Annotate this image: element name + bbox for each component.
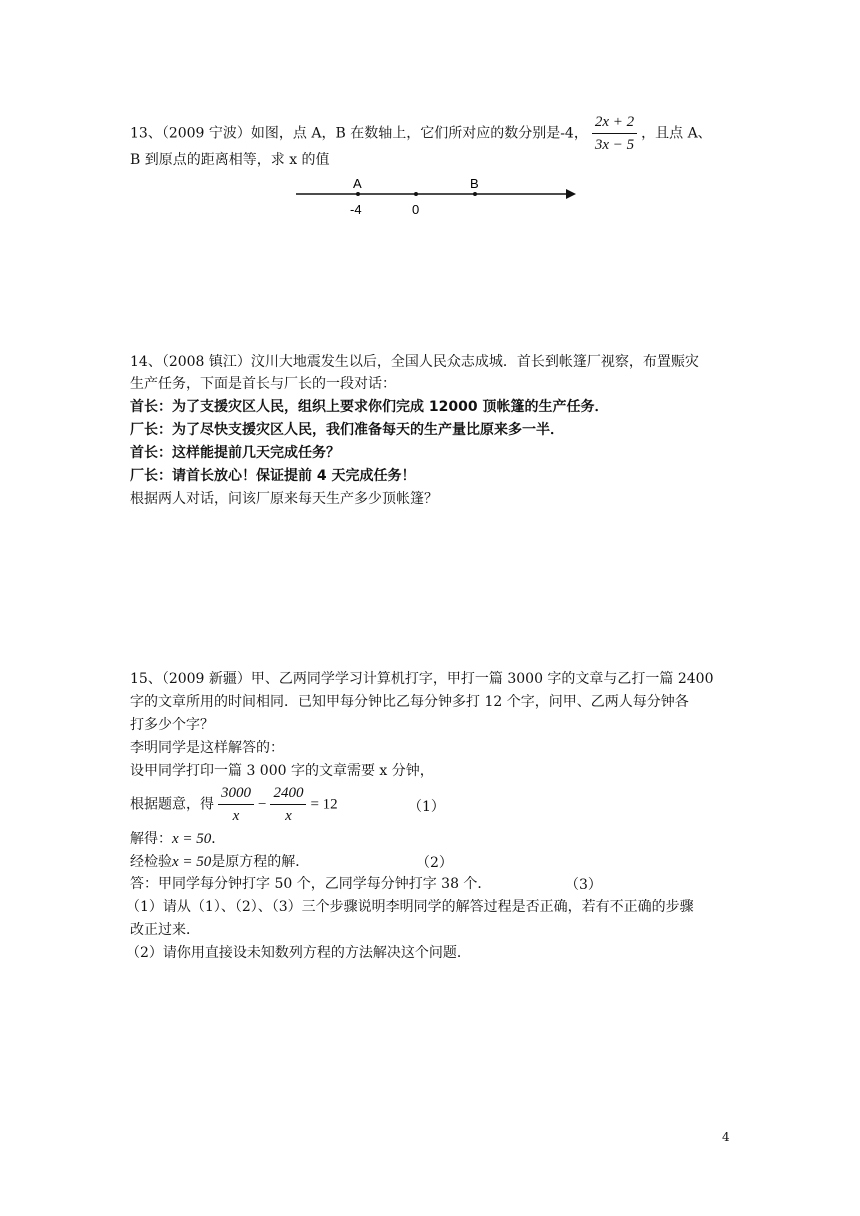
q15-check-math: x = 50 xyxy=(172,854,212,870)
q15-solve-suffix: ． xyxy=(211,831,226,847)
q14-dialogue-3: 首长：这样能提前几天完成任务？ xyxy=(130,445,340,461)
q13-line2: B 到原点的距离相等，求 x 的值 xyxy=(130,152,330,168)
q14-dialogue-1: 首长：为了支援灾区人民，组织上要求你们完成 12000 顶帐篷的生产任务． xyxy=(130,399,609,415)
q15-sub1-line2: 改正过来． xyxy=(130,922,200,938)
q14-line1: 14、（2008 镇江）汶川大地震发生以后，全国人民众志成城．首长到帐篷厂视察，布置赈灾 xyxy=(130,354,699,370)
point-a-label: A xyxy=(353,176,362,191)
q15-line5: 设甲同学打印一篇 3 000 字的文章需要 x 分钟， xyxy=(130,763,434,779)
q15-equation-rhs: = 12 xyxy=(310,796,338,813)
tick-label-zero: 0 xyxy=(412,202,420,217)
point-a-dot xyxy=(356,192,360,196)
q13-fraction-denominator: 3x − 5 xyxy=(594,137,635,153)
q15-fraction-1 xyxy=(218,782,254,827)
page-number: 4 xyxy=(722,1130,730,1144)
q15-line1: 15、（2009 新疆）甲、乙两同学学习计算机打字，甲打一篇 3000 字的文章与乙打一篇 2400 xyxy=(130,671,714,687)
q15-sub1-line1: （1）请从（1）、（2）、（3）三个步骤说明李明同学的解答过程是否正确，若有不正确的步骤 xyxy=(126,899,694,915)
q15-fraction-1-numerator: 3000 xyxy=(218,782,254,805)
q14-dialogue-4: 厂长：请首长放心！保证提前 4 天完成任务！ xyxy=(130,468,416,484)
q14-question: 根据两人对话，问该厂原来每天生产多少顶帐篷？ xyxy=(130,491,438,507)
q15-sub2: （2）请你用直接设未知数列方程的方法解决这个问题． xyxy=(126,945,471,961)
q15-fraction-2 xyxy=(270,782,306,827)
q15-answer: 答：甲同学每分钟打字 50 个，乙同学每分钟打字 38 个． xyxy=(130,876,492,892)
q15-equation-line xyxy=(130,782,338,827)
q15-step-tag-3: （3） xyxy=(565,877,602,893)
q14-dialogue-2: 厂长：为了尽快支援灾区人民，我们准备每天的生产量比原来多一半． xyxy=(130,422,564,438)
origin-dot xyxy=(414,192,418,196)
number-line-figure xyxy=(290,172,580,222)
q15-fraction-2-numerator: 2400 xyxy=(270,782,306,805)
q15-equation-minus: − xyxy=(258,796,267,813)
q15-solve-prefix: 解得： xyxy=(130,831,172,847)
q15-equation-prefix: 根据题意，得 xyxy=(130,796,214,813)
q15-check-line xyxy=(130,852,309,872)
q13-fraction xyxy=(592,111,637,156)
q15-line2: 字的文章所用的时间相同．已知甲每分钟比乙每分钟多打 12 个字，问甲、乙两人每分钟各 xyxy=(130,694,689,710)
q15-line3: 打多少个字？ xyxy=(130,717,214,733)
point-b-dot xyxy=(473,192,477,196)
q15-line4: 李明同学是这样解答的： xyxy=(130,740,284,756)
q13-text-pre: 13、（2009 宁波）如图，点 A，B 在数轴上，它们所对应的数分别是-4， xyxy=(130,125,588,142)
q15-check-prefix: 经检验 xyxy=(130,854,172,870)
number-line-arrow xyxy=(566,189,576,199)
q15-fraction-1-denominator: x xyxy=(232,808,240,824)
q15-solve-math: x = 50 xyxy=(172,831,212,847)
q15-step-tag-1: （1） xyxy=(408,799,445,815)
q15-solve-line xyxy=(130,829,225,849)
q13-fraction-numerator: 2x + 2 xyxy=(592,111,637,134)
q13-text-post: ，且点 A、 xyxy=(641,125,712,142)
point-b-label: B xyxy=(470,176,479,191)
q14-line2: 生产任务，下面是首长与厂长的一段对话： xyxy=(130,376,396,392)
q15-fraction-2-denominator: x xyxy=(285,808,292,824)
tick-label-minus-four: -4 xyxy=(350,202,362,217)
q15-step-tag-2: （2） xyxy=(416,855,453,871)
q15-check-suffix: 是原方程的解． xyxy=(211,854,310,870)
